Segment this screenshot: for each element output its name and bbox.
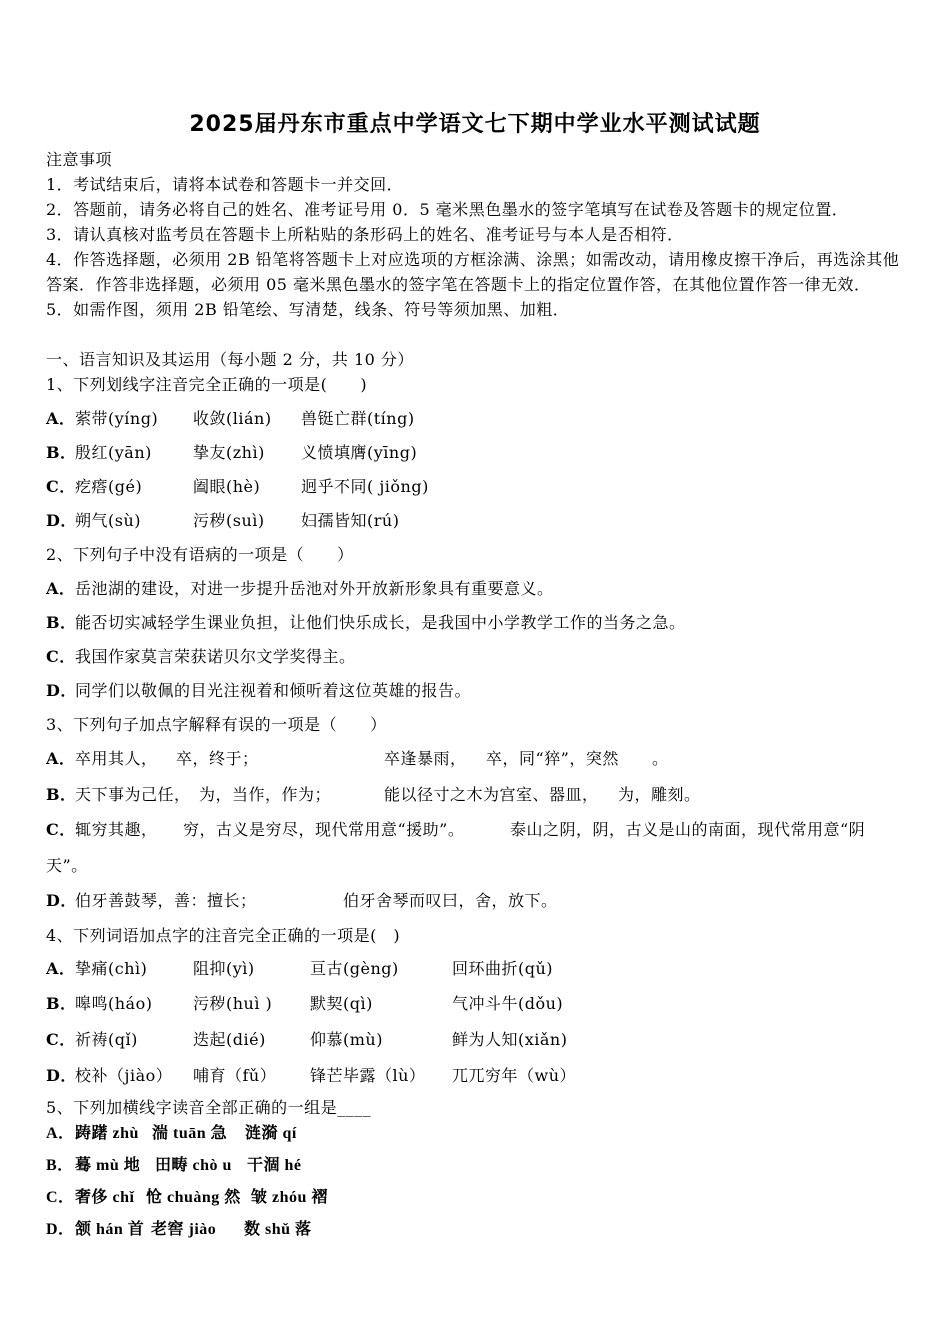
option-text: 气冲斗牛(dǒu) [452,994,564,1013]
option-text: 湍 tuān 急 [152,1125,228,1142]
option-label: C． [46,1189,75,1206]
option-text: 颔 hán 首 [75,1221,145,1238]
option-text: 卒用其人， [75,749,158,768]
option-text: 锋芒毕露（lù） [310,1066,426,1085]
option-text: 挚痛(chì) [75,959,148,978]
notice-line: 3．请认真核对监考员在答题卡上所粘贴的条形码上的姓名、准考证号与本人是否相符． [46,225,684,244]
option-text: 伯牙善鼓琴，善：擅长； [75,891,257,910]
option-text: 卒，终于； [176,749,259,768]
option-text: 为，当作，作为； [199,785,332,804]
option-text: 祈祷(qǐ) [75,1030,138,1049]
option-text: 挚友(zhì) [193,443,265,462]
option-label: B． [46,1157,74,1174]
question-5-stem: 5、下列加横线字读音全部正确的一组是____ [46,1098,372,1117]
option-text: 干涸 hé [247,1157,302,1174]
option-text: 校补（jiào） [75,1066,173,1085]
option-text: 回环曲折(qǔ) [452,959,554,978]
notice-heading: 注意事项 [46,150,113,169]
question-1-stem: 1、下列划线字注音完全正确的一项是( ) [46,375,368,394]
option-text: 亘古(gèng) [310,959,399,978]
option-label: D． [46,1221,75,1238]
option-label: D． [46,1066,77,1085]
option-label: B． [46,613,77,632]
option-text: 卒逢暴雨， [384,749,467,768]
option-text: 阖眼(hè) [193,477,261,496]
option-text: 蓦 mù 地 [75,1157,141,1174]
option-text: 污秽(suì) [193,511,265,530]
option-text: 仰慕(mù) [310,1030,383,1049]
option-text: 奢侈 chǐ [75,1189,135,1206]
option-text: 萦带(yíng) [75,409,159,428]
option-text: 穷，古义是穷尽，现代常用意“援助”。 [183,820,465,839]
option-label: B． [46,994,77,1013]
option-label: D． [46,681,77,700]
option-text: 污秽(huì ) [193,994,273,1013]
option-label: A． [46,749,76,768]
option-text: 怆 chuàng 然 [146,1189,241,1206]
option-text: 岳池湖的建设，对进一步提升岳池对外开放新形象具有重要意义。 [75,579,554,598]
notice-line: 2．答题前，请务必将自己的姓名、准考证号用 0．5 毫米黑色墨水的签字笔填写在试卷及答题卡的规定位置． [46,200,849,219]
option-label: A． [46,959,76,978]
option-label: B． [46,785,77,804]
option-text: 涟漪 qí [245,1125,297,1142]
option-text: 鲜为人知(xiǎn) [452,1030,568,1049]
option-label: A． [46,1125,75,1142]
option-label: A． [46,579,76,598]
option-text: 辄穷其趣， [75,820,158,839]
option-label: C． [46,1030,76,1049]
question-3-stem: 3、下列句子加点字解释有误的一项是（ ） [46,715,387,734]
option-text: 皱 zhóu 褶 [251,1189,328,1206]
option-label: C． [46,477,76,496]
option-text: 兀兀穷年（wù） [452,1066,577,1085]
notice-line: 4．作答选择题，必须用 2B 铅笔将答题卡上对应选项的方框涂满、涂黑；如需改动，请用橡皮擦干净后，再选涂其他 [46,250,900,269]
option-text: 义愤填膺(yīng) [301,443,418,462]
option-text: 迥乎不同( jiǒng) [301,477,429,496]
notice-line: 答案．作答非选择题，必须用 05 毫米黑色墨水的签字笔在答题卡上的指定位置作答，在其他位置作答一律无效． [46,275,871,294]
option-text: 老窖 jiào [151,1221,217,1238]
page-title: 2025届丹东市重点中学语文七下期中学业水平测试试题 [189,112,761,137]
option-text: 。 [652,749,669,768]
option-text: 哺育（fǔ） [193,1066,277,1085]
option-label: C． [46,820,76,839]
option-text: 田畴 chò u [155,1157,232,1174]
notice-line: 5．如需作图，须用 2B 铅笔绘、写清楚，线条、符号等须加黑、加粗． [46,300,570,319]
option-text: 我国作家莫言荣获诺贝尔文学奖得主。 [75,647,356,666]
option-label: D． [46,511,77,530]
option-text: 默契(qì) [310,994,373,1013]
option-text: 踌躇 zhù [75,1125,139,1142]
option-text: 数 shǔ 落 [244,1221,312,1238]
option-text: 妇孺皆知(rú) [301,511,400,530]
option-text: 收敛(lián) [193,409,272,428]
question-4-stem: 4、下列词语加点字的注音完全正确的一项是( ) [46,926,401,945]
option-text: 卒，同“猝”，突然 [486,749,619,768]
question-2-stem: 2、下列句子中没有语病的一项是（ ） [46,545,354,564]
option-text: 兽铤亡群(tíng) [301,409,415,428]
option-text: 泰山之阴，阴，古义是山的南面，现代常用意“阴 [510,820,866,839]
section-heading: 一、语言知识及其运用（每小题 2 分，共 10 分） [46,350,414,369]
option-text: 迭起(dié) [193,1030,266,1049]
option-text: 能以径寸之木为宫室、器皿， [384,785,599,804]
option-text: 朔气(sù) [75,511,142,530]
option-text: 能否切实减轻学生课业负担，让他们快乐成长，是我国中小学教学工作的当务之急。 [75,613,686,632]
option-text: 伯牙舍琴而叹曰，舍，放下。 [343,891,558,910]
option-text: 疙瘩(gé) [75,477,143,496]
option-label: B． [46,443,77,462]
option-text: 嗥鸣(háo) [75,994,153,1013]
option-text: 阻抑(yì) [193,959,255,978]
option-text: 为，雕刻。 [618,785,701,804]
option-text: 同学们以敬佩的目光注视着和倾听着这位英雄的报告。 [75,681,472,700]
option-text: 殷红(yān) [75,443,152,462]
option-label: D． [46,891,77,910]
option-label: C． [46,647,76,666]
notice-line: 1．考试结束后，请将本试卷和答题卡一并交回． [46,175,404,194]
question-3-option-c-continuation: 天”。 [46,856,88,875]
option-label: A． [46,409,76,428]
option-text: 天下事为己任， [75,785,191,804]
